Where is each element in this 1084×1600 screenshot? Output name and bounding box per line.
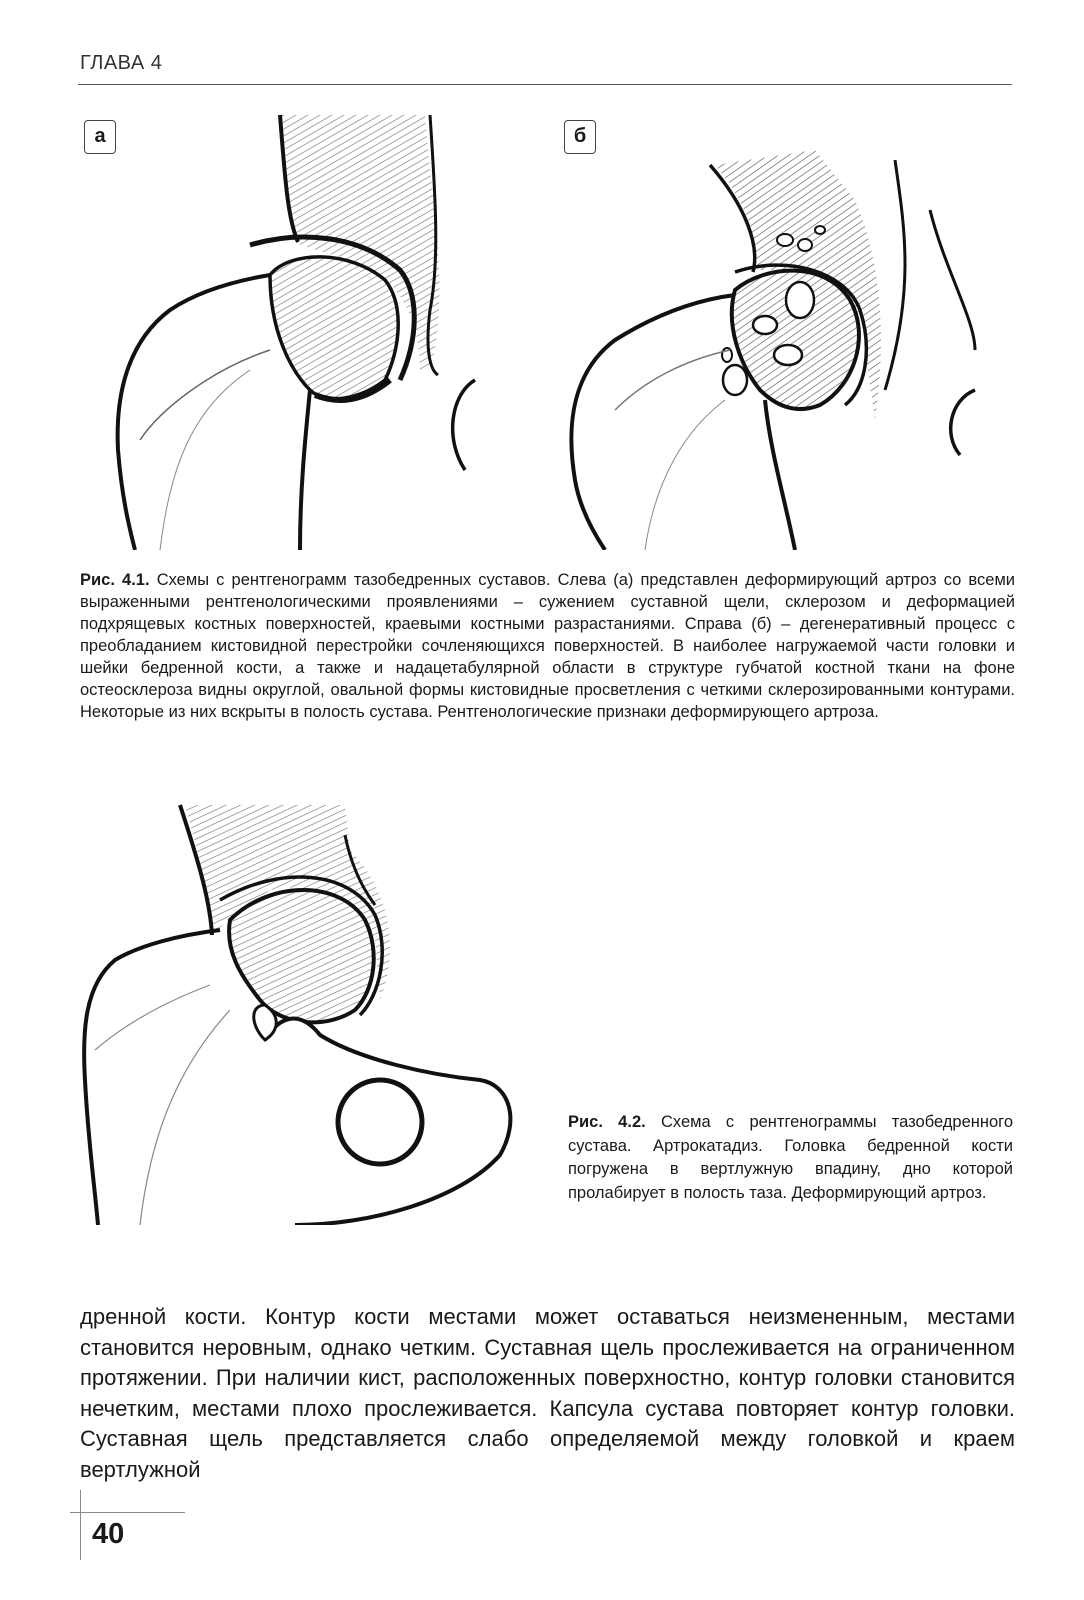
page-corner-mark-horizontal <box>70 1512 185 1513</box>
body-paragraph: дренной кости. Контур кости местами может оставаться неизмененным, местами становится неровным, однако четким. Суставная щель прослеживается на ограниченном протяжении. При наличии кист, расположенных поверхностно, контур головки становится нечетким, местами плохо прослеживается. Капсула сустава повторяет контур головки. Суставная щель представляется слабо определяемой между головкой и краем вертлужной <box>80 1304 1015 1482</box>
figure-2-caption <box>568 1111 1013 1205</box>
header-rule <box>78 84 1012 85</box>
hip-joint-drawing-2 <box>80 800 530 1225</box>
hip-joint-drawing-a <box>100 110 520 550</box>
page-corner-mark-vertical <box>80 1490 81 1560</box>
page-number: 40 <box>92 1518 125 1550</box>
panel-b-label: б <box>564 120 596 154</box>
figure-1-caption-text: Схемы с рентгенограмм тазобедренных суставов. Слева (а) представлен деформирующий артроз со всеми выраженными рентгенологическими проявлениями – сужением суставной щели, склерозом и деформацией подхрящевых костных поверхностей, краевыми костными разрастаниями. Справа (б) – дегенеративный процесс с преобладанием кистовидной перестройки сочленяющихся поверхностей. В наиболее нагружаемой части головки и шейки бедренной кости, а также и надацетабулярной области в структуре губчатой костной ткани на фоне остеосклероза видны округлой, овальной формы кистовидные просветления с четкими склерозированными контурами. Некоторые из них вскрыты в полость сустава. Рентгенологические признаки деформирующего артроза. <box>80 571 1016 721</box>
panel-a-label: а <box>84 120 116 154</box>
figure-2-caption-text: Схема с рентгенограммы тазобедренного сустава. Артрокатадиз. Головка бедренной кости погружена в вертлужную впадину, дно которой пролабирует в полость таза. Деформирующий артроз. <box>568 1113 1013 1202</box>
figure-1-caption <box>80 569 1015 723</box>
figure-1-caption-label: Рис. 4.1. <box>80 571 150 589</box>
hip-joint-drawing-b <box>555 150 985 550</box>
chapter-header: ГЛАВА 4 <box>80 52 163 74</box>
figure-2-caption-label: Рис. 4.2. <box>568 1113 646 1131</box>
